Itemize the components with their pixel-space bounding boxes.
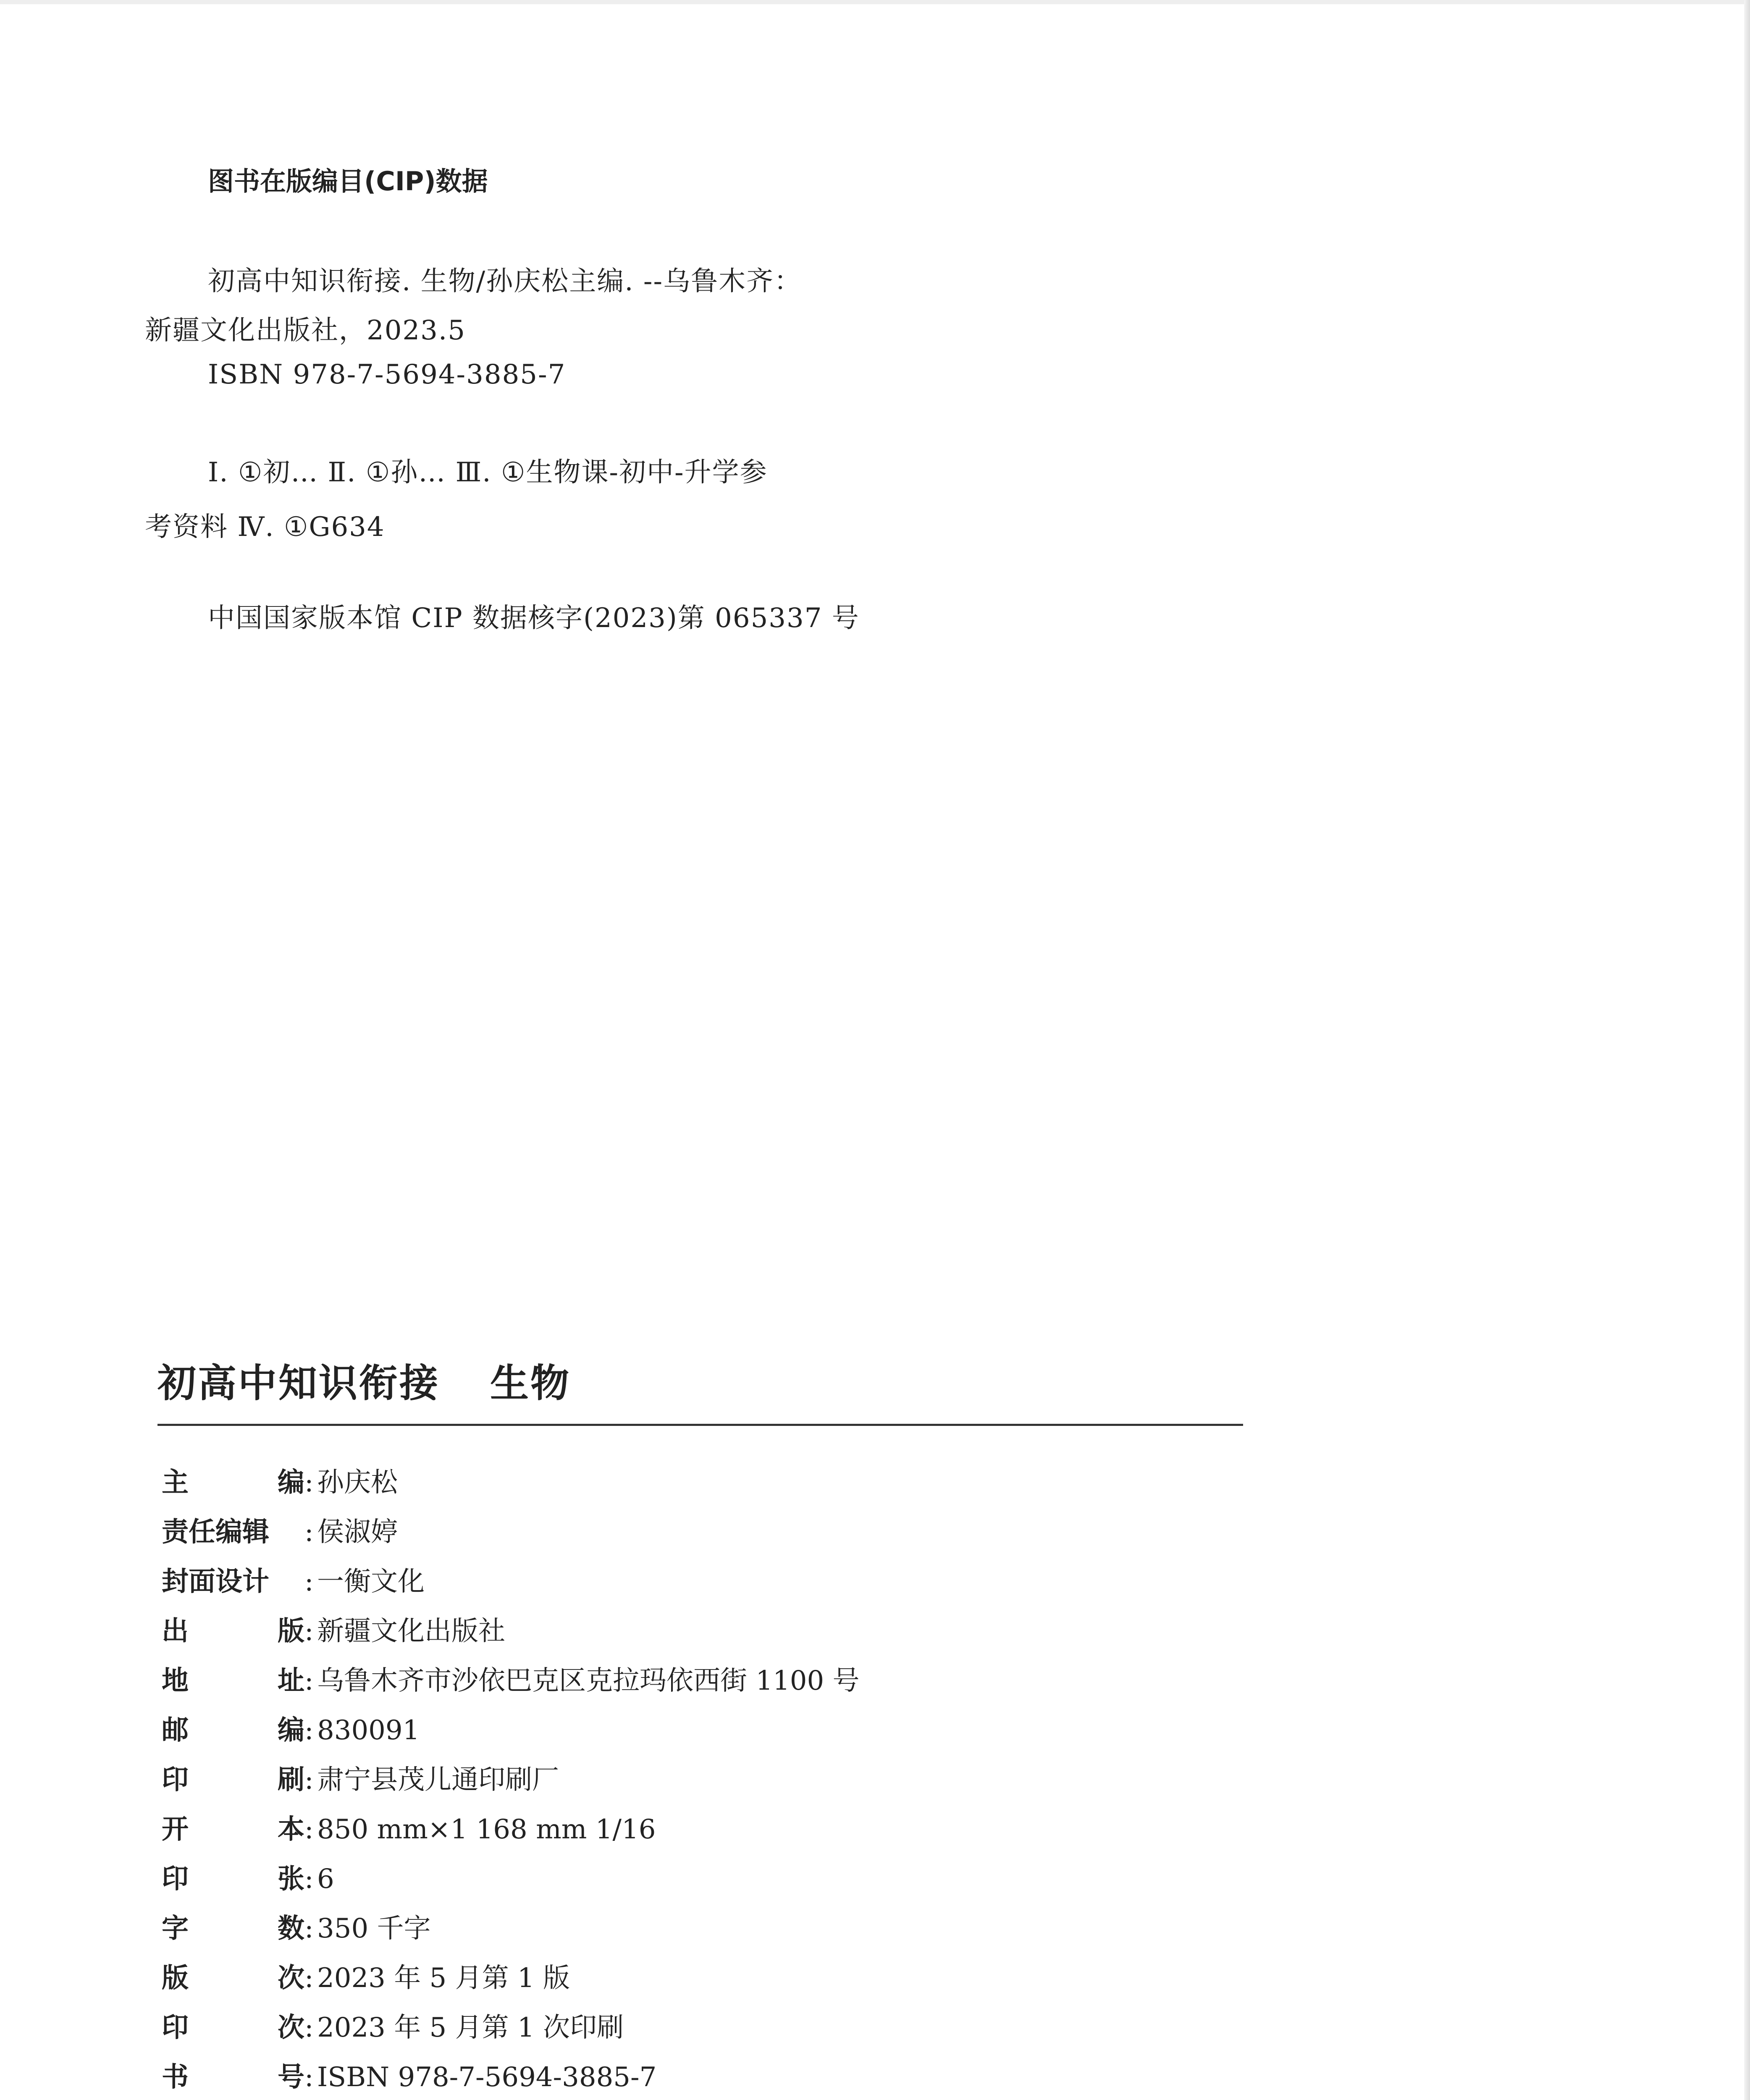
detail-label bbox=[162, 1862, 304, 1896]
detail-value: 孙庆松 bbox=[317, 1467, 398, 1498]
detail-label-part: 印 bbox=[162, 2012, 189, 2043]
detail-colon: : bbox=[304, 1913, 314, 1944]
detail-label bbox=[162, 1714, 304, 1747]
detail-row bbox=[162, 2011, 860, 2061]
cip-line-classification: Ⅰ. ①初… Ⅱ. ①孙… Ⅲ. ①生物课-初中-升学参 bbox=[208, 457, 768, 488]
detail-label-part: 开 bbox=[162, 1814, 189, 1845]
detail-label-part: 次 bbox=[278, 1963, 304, 1994]
detail-label-part: 书 bbox=[162, 2062, 189, 2093]
scan-edge-right bbox=[1744, 0, 1750, 2100]
detail-value: 850 mm×1 168 mm 1/16 bbox=[317, 1814, 656, 1845]
detail-colon: : bbox=[304, 1864, 314, 1895]
detail-value: 侯淑婷 bbox=[317, 1517, 398, 1548]
cip-heading: 图书在版编目(CIP)数据 bbox=[208, 166, 488, 197]
detail-label-part: 地 bbox=[162, 1665, 189, 1696]
detail-value: 新疆文化出版社 bbox=[317, 1616, 505, 1647]
detail-label-part: 字 bbox=[162, 1913, 189, 1944]
book-title bbox=[157, 1352, 571, 1408]
cip-line-record-number: 中国国家版本馆 CIP 数据核字(2023)第 065337 号 bbox=[208, 603, 860, 634]
detail-label-part: 数 bbox=[278, 1913, 304, 1944]
detail-label-part: 版 bbox=[162, 1963, 189, 1994]
detail-colon: : bbox=[304, 1715, 314, 1746]
detail-label-part: 版 bbox=[278, 1616, 304, 1647]
detail-label-part: 张 bbox=[278, 1864, 304, 1895]
detail-colon: : bbox=[304, 1517, 314, 1548]
detail-value: ISBN 978-7-5694-3885-7 bbox=[317, 2062, 657, 2093]
detail-colon: : bbox=[304, 1963, 314, 1994]
detail-label bbox=[162, 1813, 304, 1846]
detail-value: 乌鲁木齐市沙依巴克区克拉玛依西街 1100 号 bbox=[317, 1665, 860, 1696]
detail-label-part: 主 bbox=[162, 1467, 189, 1498]
cip-line-1: 初高中知识衔接. 生物/孙庆松主编. --乌鲁木齐： bbox=[208, 266, 802, 297]
detail-row bbox=[162, 1862, 860, 1912]
detail-row bbox=[162, 1565, 860, 1614]
detail-value: 一衡文化 bbox=[317, 1566, 425, 1597]
detail-label-part: 编 bbox=[278, 1467, 304, 1498]
detail-value: 6 bbox=[317, 1864, 334, 1895]
detail-label bbox=[162, 2061, 304, 2094]
detail-row bbox=[162, 1912, 860, 1961]
detail-label-part: 号 bbox=[278, 2062, 304, 2093]
detail-row bbox=[162, 1515, 860, 1565]
detail-row bbox=[162, 1714, 860, 1763]
detail-label bbox=[162, 1515, 304, 1549]
scan-edge-top bbox=[0, 0, 1750, 4]
detail-label bbox=[162, 1565, 304, 1599]
detail-value: 350 千字 bbox=[317, 1913, 431, 1944]
detail-colon: : bbox=[304, 2062, 314, 2093]
detail-value: 830091 bbox=[317, 1715, 420, 1746]
detail-label-part: 责任编辑 bbox=[162, 1517, 269, 1548]
detail-label-part: 印 bbox=[162, 1764, 189, 1796]
detail-row bbox=[162, 1763, 860, 1813]
detail-row bbox=[162, 1961, 860, 2011]
detail-colon: : bbox=[304, 1467, 314, 1498]
detail-colon: : bbox=[304, 1814, 314, 1845]
detail-row bbox=[162, 1466, 860, 1515]
cip-line-isbn: ISBN 978-7-5694-3885-7 bbox=[208, 359, 566, 390]
detail-colon: : bbox=[304, 1566, 314, 1597]
detail-label bbox=[162, 1614, 304, 1648]
detail-label bbox=[162, 2011, 304, 2045]
publication-details bbox=[162, 1466, 860, 2100]
detail-label-part: 印 bbox=[162, 1864, 189, 1895]
detail-label-part: 刷 bbox=[278, 1764, 304, 1796]
detail-row bbox=[162, 1813, 860, 1862]
detail-row bbox=[162, 1614, 860, 1664]
detail-colon: : bbox=[304, 1665, 314, 1696]
detail-value: 肃宁县茂儿通印刷厂 bbox=[317, 1764, 559, 1796]
cip-line-2: 新疆文化出版社，2023.5 bbox=[145, 315, 466, 346]
detail-value: 2023 年 5 月第 1 次印刷 bbox=[317, 2012, 624, 2043]
detail-label-part: 编 bbox=[278, 1715, 304, 1746]
title-divider bbox=[157, 1424, 1243, 1426]
detail-label-part: 本 bbox=[278, 1814, 304, 1845]
detail-label bbox=[162, 1763, 304, 1797]
detail-label bbox=[162, 1466, 304, 1499]
detail-row bbox=[162, 2061, 860, 2100]
detail-label bbox=[162, 1664, 304, 1698]
detail-colon: : bbox=[304, 1616, 314, 1647]
cip-line-classification-cont: 考资料 Ⅳ. ①G634 bbox=[145, 512, 385, 543]
detail-label-part: 邮 bbox=[162, 1715, 189, 1746]
book-title-main: 初高中知识衔接 bbox=[157, 1361, 440, 1406]
detail-label-part: 封面设计 bbox=[162, 1566, 269, 1597]
detail-label-part: 次 bbox=[278, 2012, 304, 2043]
book-title-subject: 生物 bbox=[490, 1361, 571, 1406]
detail-label bbox=[162, 1961, 304, 1995]
detail-colon: : bbox=[304, 1764, 314, 1796]
detail-label-part: 出 bbox=[162, 1616, 189, 1647]
detail-value: 2023 年 5 月第 1 版 bbox=[317, 1963, 570, 1994]
detail-label-part: 址 bbox=[278, 1665, 304, 1696]
detail-label bbox=[162, 1912, 304, 1945]
detail-row bbox=[162, 1664, 860, 1714]
detail-colon: : bbox=[304, 2012, 314, 2043]
